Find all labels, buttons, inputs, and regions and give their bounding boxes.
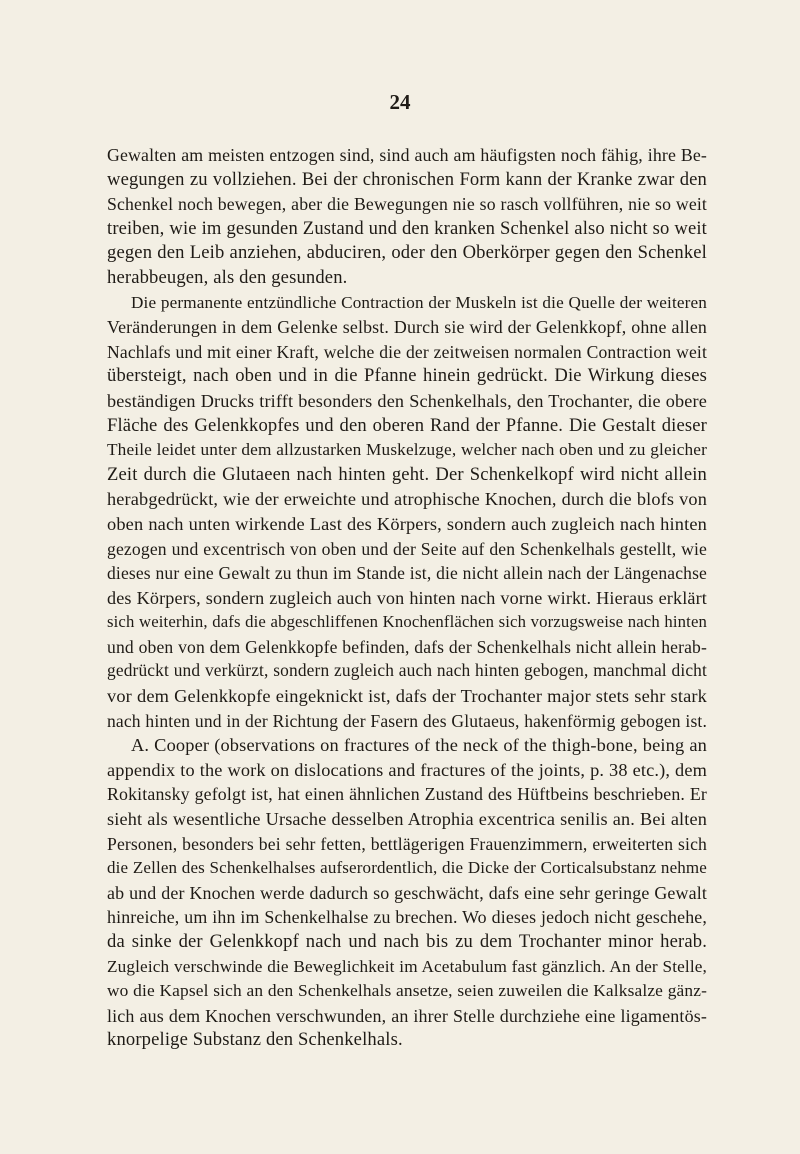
body-text xyxy=(107,143,707,1053)
text-line: Zugleich verschwinde die Beweglichkeit im Acetabulum fast gänzlich. An der Stelle, xyxy=(107,956,707,976)
text-line: Veränderungen in dem Gelenke selbst. Durch sie wird der Gelenkkopf, ohne allen xyxy=(107,317,707,338)
text-line: Schenkel noch bewegen, aber die Bewegungen nie so rasch vollführen, nie so weit xyxy=(107,194,707,215)
text-line: herabbeugen, als den gesunden. xyxy=(107,266,348,288)
text-line: dieses nur eine Gewalt zu thun im Stande ist, die nicht allein nach der Längenachse xyxy=(107,563,707,584)
text-line: die Zellen des Schenkelhalses aufserordentlich, die Dicke der Corticalsubstanz nehme xyxy=(107,858,707,878)
text-line: Zeit durch die Glutaeen nach hinten geht. Der Schenkelkopf wird nicht allein xyxy=(107,463,707,485)
text-line: A. Cooper (observations on fractures of the neck of the thigh-bone, being an xyxy=(131,735,707,756)
text-line: sich weiterhin, dafs die abgeschliffenen Knochenflächen sich vorzugsweise nach hinten xyxy=(107,612,707,632)
text-line: da sinke der Gelenkkopf nach und nach bis zu dem Trochanter minor herab. xyxy=(107,931,707,952)
text-line: hinreiche, um ihn im Schenkelhalse zu brechen. Wo dieses jedoch nicht geschehe, xyxy=(107,907,707,928)
text-line: Gewalten am meisten entzogen sind, sind auch am häufigsten noch fähig, ihre Be- xyxy=(107,145,707,165)
text-line: gezogen und excentrisch von oben und der Seite auf den Schenkelhals gestellt, wie xyxy=(107,538,707,559)
text-line: Nachlafs und mit einer Kraft, welche die der zeitweisen normalen Contraction weit xyxy=(107,341,707,362)
text-line: Personen, besonders bei sehr fetten, bettlägerigen Frauenzimmern, erweiterten sich xyxy=(107,833,707,854)
text-line: knorpelige Substanz den Schenkelhals. xyxy=(107,1029,403,1051)
text-line: appendix to the work on dislocations and fractures of the joints, p. 38 etc.), dem xyxy=(107,759,707,780)
text-line: Die permanente entzündliche Contraction der Muskeln ist die Quelle der weiteren xyxy=(131,292,707,312)
text-line: treiben, wie im gesunden Zustand und den kranken Schenkel also nicht so weit xyxy=(107,217,707,239)
text-line: übersteigt, nach oben und in die Pfanne hinein gedrückt. Die Wirkung dieses xyxy=(107,365,707,387)
text-line: gegen den Leib anziehen, abduciren, oder den Oberkörper gegen den Schenkel xyxy=(107,242,707,264)
text-line: herabgedrückt, wie der erweichte und atrophische Knochen, durch die blofs von xyxy=(107,489,707,510)
text-line: wegungen zu vollziehen. Bei der chronischen Form kann der Kranke zwar den xyxy=(107,168,707,190)
text-line: wo die Kapsel sich an den Schenkelhals ansetze, seien zuweilen die Kalksalze gänz- xyxy=(107,981,707,1001)
text-line: vor dem Gelenkkopfe eingeknickt ist, dafs der Trochanter major stets sehr stark xyxy=(107,686,707,707)
text-line: und oben von dem Gelenkkopfe befinden, dafs der Schenkelhals nicht allein herab- xyxy=(107,636,707,657)
text-line: lich aus dem Knochen verschwunden, an ihrer Stelle durchziehe eine ligamentös- xyxy=(107,1005,707,1026)
text-line: Theile leidet unter dem allzustarken Muskelzuge, welcher nach oben und zu gleicher xyxy=(107,440,707,460)
text-line: des Körpers, sondern zugleich auch von hinten nach vorne wirkt. Hieraus erklärt xyxy=(107,587,707,608)
text-line: Fläche des Gelenkkopfes und den oberen Rand der Pfanne. Die Gestalt dieser xyxy=(107,414,707,436)
text-line: nach hinten und in der Richtung der Fasern des Glutaeus, hakenförmig gebogen ist. xyxy=(107,710,707,731)
text-line: gedrückt und verkürzt, sondern zugleich auch nach hinten gebogen, manchmal dicht xyxy=(107,661,707,681)
text-line: Rokitansky gefolgt ist, hat einen ähnlichen Zustand des Hüftbeins beschrieben. Er xyxy=(107,784,707,805)
text-line: oben nach unten wirkende Last des Körpers, sondern auch zugleich nach hinten xyxy=(107,513,707,534)
text-line: beständigen Drucks trifft besonders den Schenkelhals, den Trochanter, die obere xyxy=(107,390,707,411)
text-line: sieht als wesentliche Ursache desselben Atrophia excentrica senilis an. Bei alten xyxy=(107,809,707,830)
page-number: 24 xyxy=(389,90,411,114)
text-line: ab und der Knochen werde dadurch so geschwächt, dafs eine sehr geringe Gewalt xyxy=(107,882,707,903)
